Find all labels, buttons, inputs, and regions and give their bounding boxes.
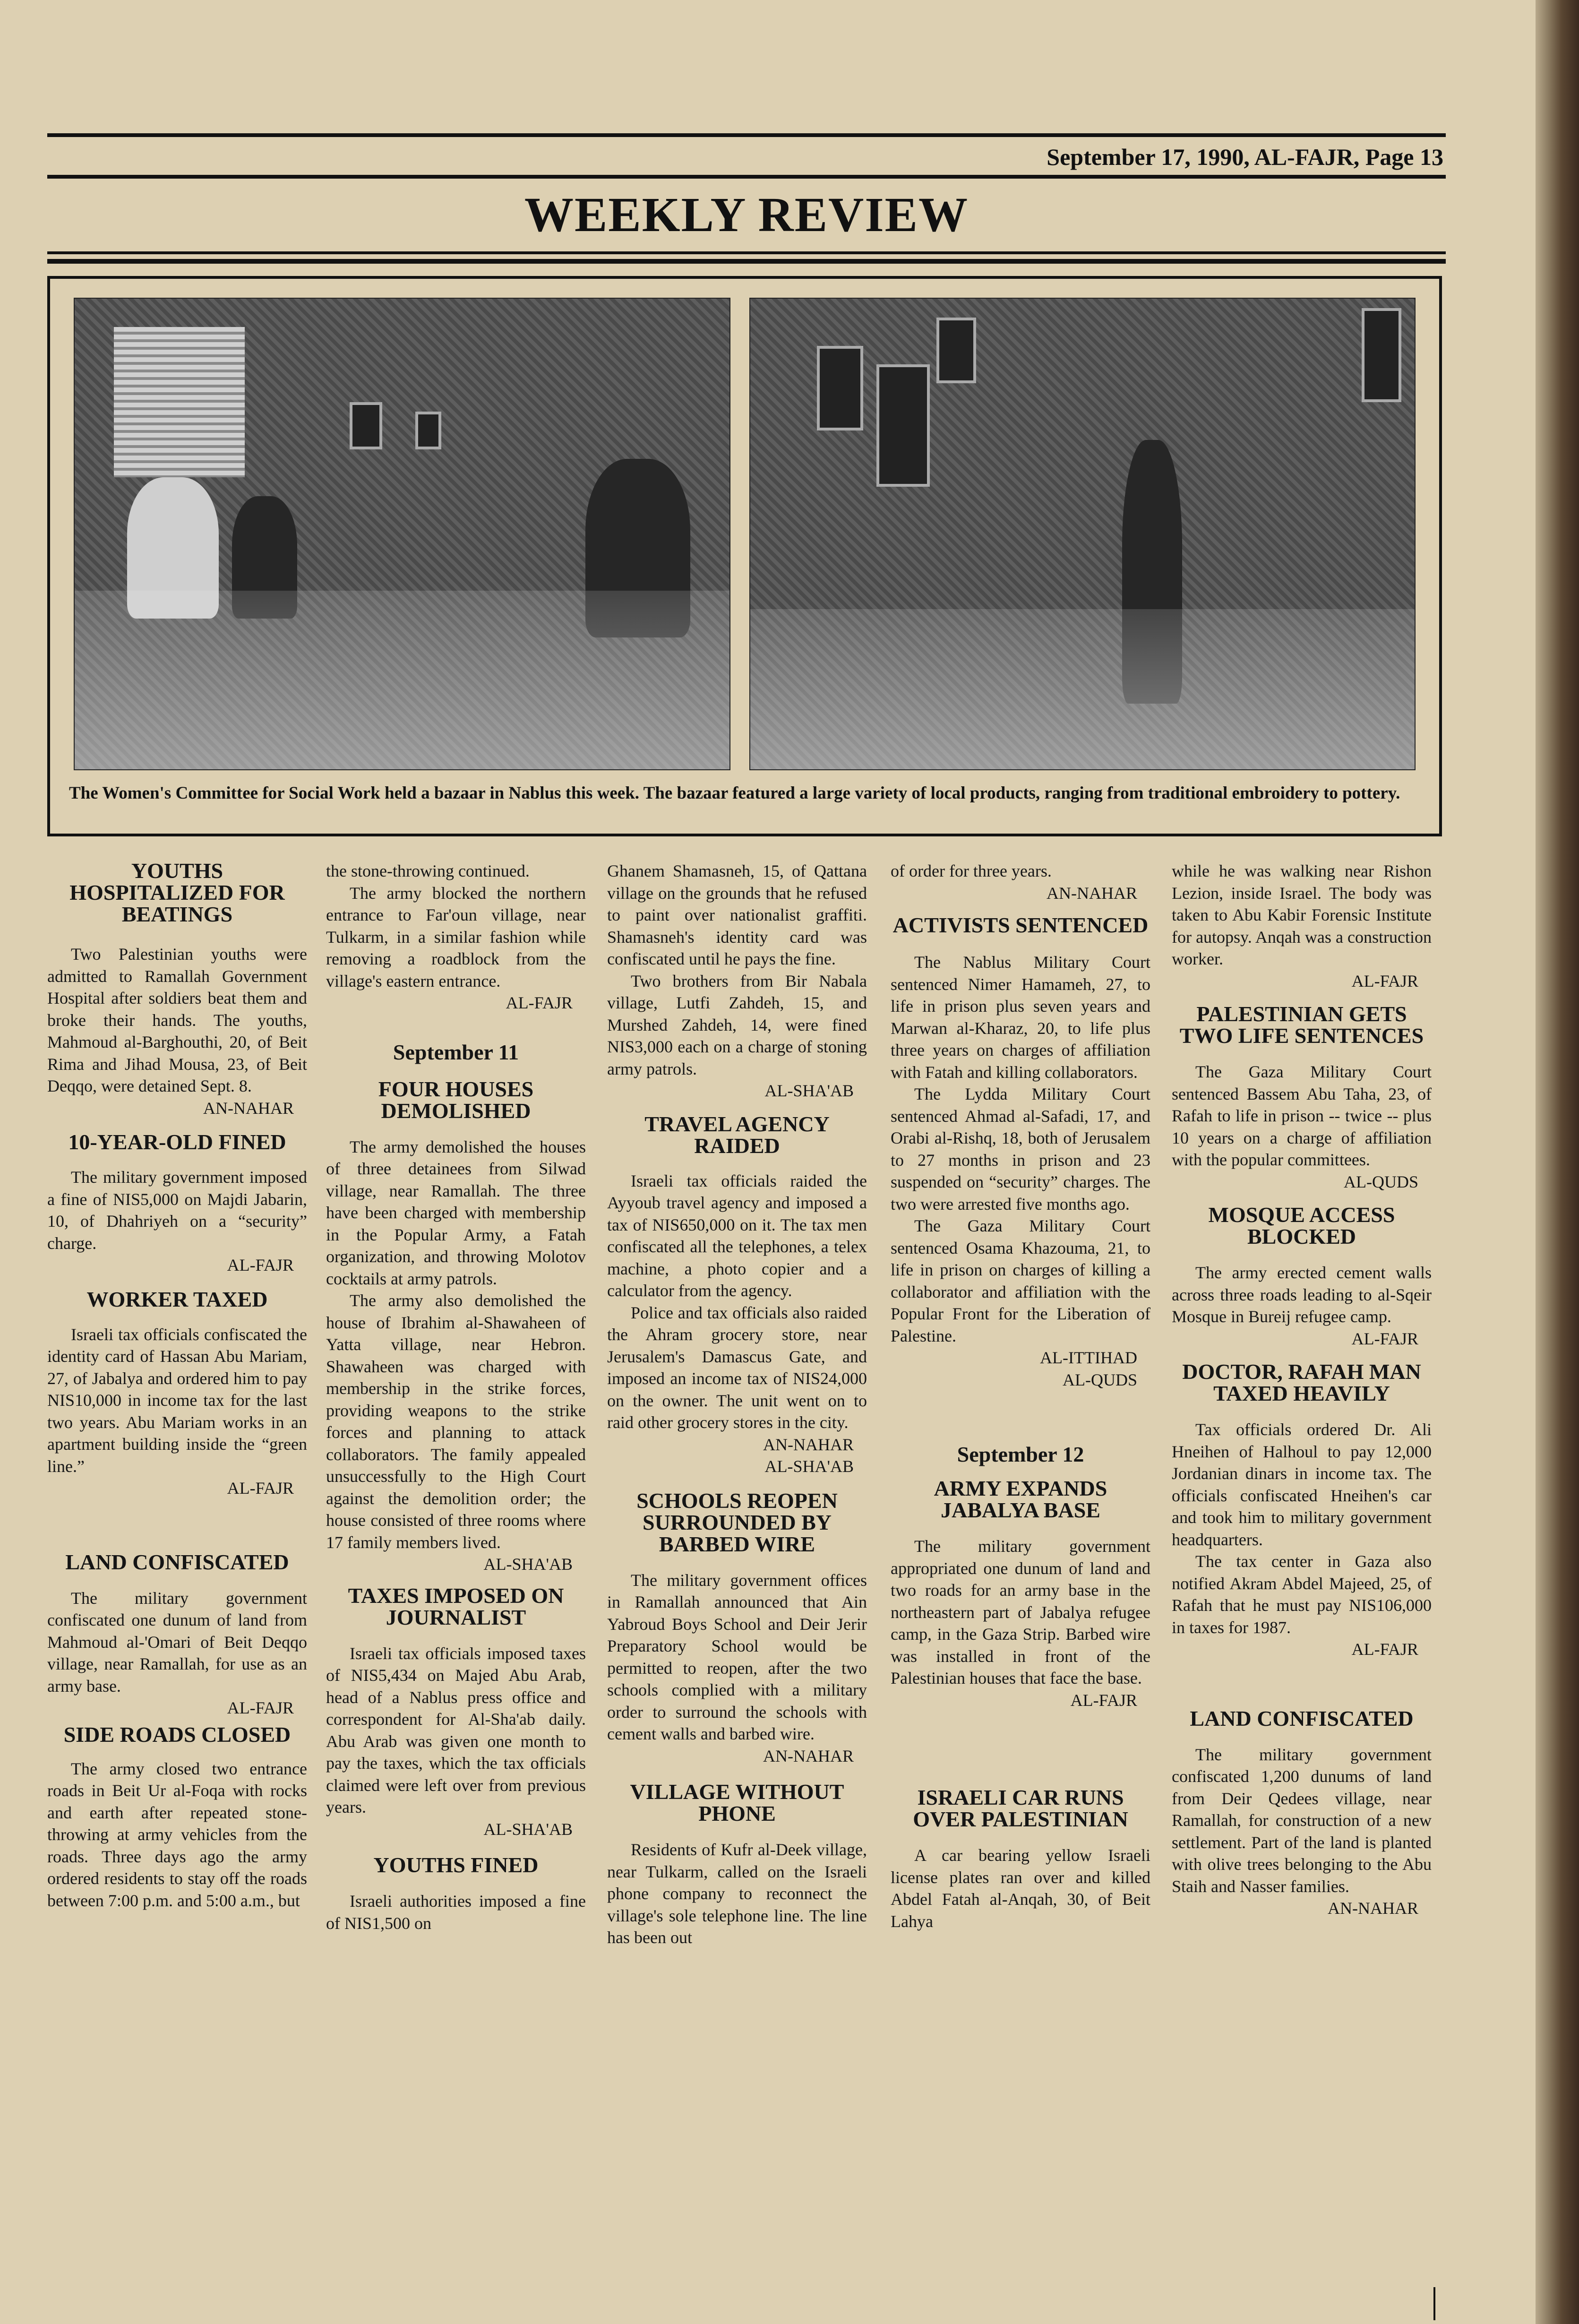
article-body: while he was walking near Rishon Lezion, inside Israel. The body was taken to Abu Kabir Forensic Institute for autopsy. Anqah was a construction worker. [1172,861,1432,968]
article-body: The army erected cement walls across three roads leading to al-Sqeir Mosque in Bureij refugee camp. [1172,1263,1432,1326]
wall-hanging [936,318,976,383]
article-body: The tax center in Gaza also notified Akram Abdel Majeed, 25, of Rafah that he must pay NIS106,000 in taxes for 1987. [1172,1552,1432,1637]
article-body: Police and tax officials also raided the Ahram grocery store, near Jerusalem's Damascus Gate, and imposed an income tax of NIS24,000 on the owner. The unit went on to raid other grocery stores in the city. [607,1303,867,1432]
photo-box [47,276,1442,836]
wall-frame [350,402,382,449]
article-body: Two brothers from Bir Nabala village, Lutfi Zahdeh, 15, and Murshed Zahdeh, 14, were fined NIS3,000 each on a charge of stoning army patrols. [607,971,867,1078]
headline: ISRAELI CAR RUNS OVER PALESTINIAN [913,1785,1128,1831]
article-body: The military government appropriated one dunum of land and two roads for an army base in the northeastern part of Jabalya refugee camp, in the Gaza Strip. Barbed wire was installed in front of the Palestinian houses that face the base. [891,1537,1150,1687]
article-body: Israeli tax officials raided the Ayyoub travel agency and imposed a tax of NIS650,000 on it. The tax men confiscated all the telephones, a telex machine, a photo copier and a calculator from the agency. [607,1171,867,1300]
article-body: Israeli authorities imposed a fine of NIS1,500 on [326,1892,586,1933]
source-credit: AL-FAJR [1070,1690,1137,1710]
headline: LAND CONFISCATED [65,1549,289,1574]
article-body: of order for three years. [891,861,1052,880]
column-2 [326,860,586,2301]
masthead-bottom-rule [47,251,1446,254]
source-credit: AN-NAHAR [203,1098,294,1118]
photo-caption: The Women's Committee for Social Work held a bazaar in Nablus this week. The bazaar featured a large variety of local products, ranging from traditional embroidery to pottery. [69,783,1400,803]
wall-hanging [817,346,863,430]
headline: YOUTHS FINED [373,1853,539,1877]
source-credit: AL-SHA'AB [483,1555,573,1574]
headline: SCHOOLS REOPEN SURROUNDED BY BARBED WIRE [636,1488,838,1556]
article-body: The military government confiscated 1,200 dunums of land from Deir Qedees village, near Ramallah, for construction of a new settlement. Part of the land is planted with olive trees belonging to the Abu Staih and Nasser families. [1172,1745,1432,1896]
article-body: A car bearing yellow Israeli license plates ran over and killed Abdel Fatah al-Anqah, 30, of Beit Lahya [891,1846,1150,1931]
masthead-bottom-rule-thick [47,259,1446,264]
source-credit: AL-FAJR [506,993,573,1012]
source-credit: AN-NAHAR [763,1435,854,1454]
column-rule-mark [1433,2287,1435,2320]
source-credit: AL-FAJR [227,1479,294,1498]
article-body: Residents of Kufr al-Deek village, near Tulkarm, called on the Israeli phone company to reconnect the village's sole telephone line. The line has been out [607,1840,867,1947]
article-body: The army blocked the northern entrance to Far'oun village, near Tulkarm, in a similar fashion while removing a roadblock from the village's eastern entrance. [326,883,586,990]
headline: PALESTINIAN GETS TWO LIFE SENTENCES [1179,1002,1424,1048]
headline: VILLAGE WITHOUT PHONE [630,1780,844,1825]
headline: DOCTOR, RAFAH MAN TAXED HEAVILY [1182,1360,1421,1405]
source-credit: AL-FAJR [227,1698,294,1717]
article-body: Tax officials ordered Dr. Ali Hneihen of Halhoul to pay 12,000 Jordanian dinars in income tax. The officials confiscated Hneihen's car and took him to military government headquarters. [1172,1420,1432,1549]
wall-frame [415,412,441,449]
source-credit: AL-FAJR [1351,1640,1418,1659]
column-1 [47,860,307,2301]
article-body: The army also demolished the house of Ibrahim al-Shawaheen of Yatta village, near Hebron. Shawaheen was charged with membership in the strike forces, providing weapons to the strike forces and planning to attack collaborators. The family appealed unsuccessfully to the High Court against the demolition order; the house consisted of three rooms where 17 family members lived. [326,1291,586,1552]
bazaar-photo-left [74,298,730,770]
article-body: The military government confiscated one dunum of land from Mahmoud al-'Omari of Beit Deqqo village, near Ramallah, for use as an army base. [47,1588,307,1696]
article-body: The army demolished the houses of three detainees from Silwad village, near Ramallah. The three have been charged with membership in the Popular Army, a Fatah organization, and throwing Molotov cocktails at army patrols. [326,1137,586,1288]
masthead-top-rule [47,175,1446,179]
table-goods [750,609,1415,769]
article-body: The Nablus Military Court sentenced Nimer Hamameh, 27, to life in prison plus seven years and Marwan al-Kharaz, 20, to life plus three years on charges of affiliation with Fatah and killing collaborators. [891,953,1150,1082]
table-goods [75,591,729,769]
article-body: Ghanem Shamasneh, 15, of Qattana village on the grounds that he refused to paint over nationalist graffiti. Shamasneh's identity card was confiscated until he pays the fine. [607,861,867,968]
source-credit: AL-QUDS [1344,1172,1418,1191]
headline: 10-YEAR-OLD FINED [68,1130,286,1154]
headline: WORKER TAXED [86,1287,268,1311]
headline: TRAVEL AGENCY RAIDED [644,1111,830,1158]
headline: ACTIVISTS SENTENCED [892,913,1149,937]
article-body: The Gaza Military Court sentenced Bassem Abu Taha, 23, of Rafah to life in prison -- twice -- plus 10 years on a charge of affiliation with the popular committees. [1172,1062,1432,1169]
article-body: The Gaza Military Court sentenced Osama Khazouma, 21, to life in prison on charges of killing a collaborator and affiliation with the Popular Front for the Liberation of Palestine. [891,1216,1150,1345]
source-credit: AN-NAHAR [1328,1899,1418,1918]
source-credit: AL-FAJR [227,1256,294,1274]
source-credit: AL-SHA'AB [764,1081,854,1100]
headline: FOUR HOUSES DEMOLISHED [378,1076,534,1123]
article-body: The Lydda Military Court sentenced Ahmad al-Safadi, 17, and Orabi al-Rishq, 18, both of Jerusalem to 27 months in prison and 23 suspended on “security” charges. The two were arrested five months ago. [891,1085,1150,1214]
headline: ARMY EXPANDS JABALYA BASE [934,1476,1107,1522]
article-body: the stone-throwing continued. [326,861,530,880]
source-credit: AN-NAHAR [763,1746,854,1765]
article-body: Two Palestinian youths were admitted to Ramallah Government Hospital after soldiers beat them and broke their hands. The youths, Mahmoud al-Barghouthi, 20, of Beit Rima and Jihad Mousa, 23, of Beit Deqqo, were detained Sept. 8. [47,945,307,1095]
wall-hanging [1362,308,1401,402]
source-credit: AL-QUDS [1063,1370,1137,1389]
article-body: Israeli tax officials confiscated the identity card of Hassan Abu Mariam, 27, of Jabalya and ordered him to pay NIS10,000 in income tax for the last two years. Abu Mariam works in an apartment building inside the “green line.” [47,1325,307,1476]
page-date-line: September 17, 1990, AL-FAJR, Page 13 [1047,144,1443,170]
headline: SIDE ROADS CLOSED [63,1722,291,1747]
source-credit: AL-SHA'AB [764,1457,854,1476]
article-body: The army closed two entrance roads in Beit Ur al-Foqa with rocks and earth after repeated stone-throwing at army vehicles from the roads. Three days ago the army ordered residents to stay off the roads between 7:00 p.m. and 5:00 a.m., but [47,1759,307,1910]
book-binding-edge [1536,0,1579,2324]
source-credit: AL-FAJR [1351,1329,1418,1348]
window-shutter [114,327,245,478]
source-credit: AL-FAJR [1351,971,1418,990]
source-credit: AN-NAHAR [1047,883,1137,903]
headline: YOUTHS HOSPITALIZED FOR BEATINGS [69,859,285,926]
page-title: WEEKLY REVIEW [524,188,969,242]
source-credit: AL-SHA'AB [483,1819,573,1839]
date-heading: September 12 [957,1442,1084,1466]
column-3 [607,860,867,2301]
article-body: The military government offices in Ramallah announced that Ain Yabroud Boys School and Deir Jerir Preparatory School would be permitted to reopen, after the two schools complied with a military order to surround the schools with cement walls and barbed wire. [607,1570,867,1743]
column-5 [1172,860,1432,2301]
source-credit: AL-ITTIHAD [1040,1348,1137,1367]
top-rule [47,133,1446,137]
article-body: The military government imposed a fine of NIS5,000 on Majdi Jabarin, 10, of Dhahriyeh on a “security” charge. [47,1168,307,1253]
headline: LAND CONFISCATED [1190,1706,1414,1730]
wall-hanging [876,364,929,487]
column-4 [891,860,1150,2301]
article-body: Israeli tax officials imposed taxes of NIS5,434 on Majed Abu Arab, head of a Nablus press office and correspondent for Al-Sha'ab daily. Abu Arab was given one month to pay the taxes, which the tax officials claimed were left over from previous years. [326,1644,586,1816]
date-heading: September 11 [393,1040,519,1064]
headline: TAXES IMPOSED ON JOURNALIST [348,1583,564,1629]
headline: MOSQUE ACCESS BLOCKED [1208,1203,1395,1248]
bazaar-photo-right [749,298,1416,770]
